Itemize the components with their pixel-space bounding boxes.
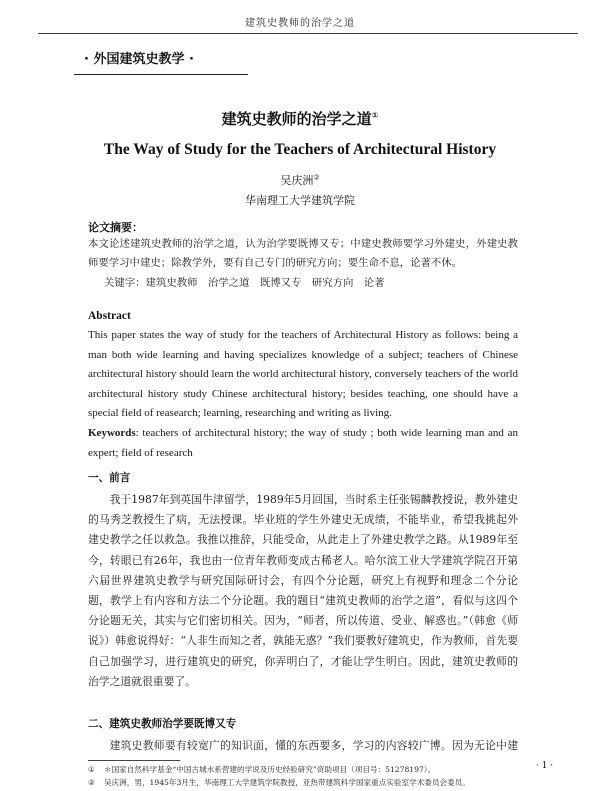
footnote-2-mark: ②: [88, 778, 95, 787]
section-tag: · 外国建筑史教学 ·: [84, 52, 194, 67]
abstract-en-label: Abstract: [88, 310, 131, 322]
title-chinese-text: 建筑史教师的治学之道: [221, 110, 372, 128]
title-chinese: [0, 108, 600, 129]
keywords-en: [88, 424, 518, 463]
author: [0, 172, 600, 188]
author-name: 吴庆洲: [280, 174, 314, 187]
section1-heading: 一、前言: [88, 472, 131, 484]
footnote-area: [0, 760, 600, 791]
footnote-rule: [88, 760, 180, 761]
title-english: The Way of Study for the Teachers of Architectural History: [103, 141, 497, 158]
abstract-cn-label: 论文摘要：: [88, 221, 143, 234]
running-header: 建筑史教师的治学之道: [245, 18, 355, 29]
abstract-cn-text: 本文论述建筑史教师的治学之道，认为治学要既博又专；中建史教师要学习外建史，外建史教师要学习中建史；除教学外，要有自己专门的研究方向；要生命不息，论著不休。: [88, 238, 518, 269]
affiliation: 华南理工大学建筑学院: [245, 194, 355, 207]
footnote-2: [88, 776, 528, 789]
section-tag-rule: [74, 74, 248, 75]
section2-heading: 二、建筑史教师治学要既博又专: [88, 718, 237, 730]
keywords-en-text: : teachers of architectural history; the way of study ; both wide learning man and an expert; field of research: [88, 427, 518, 459]
footnote-1: [88, 763, 528, 776]
keywords-en-label: Keywords: [88, 427, 136, 439]
footnote-2-text: 吴庆洲，男，1945年3月生，华南理工大学建筑学院教授，亚热带建筑科学国家重点实验室学术委员会委员。: [104, 778, 470, 787]
page-number: · 1 ·: [536, 761, 554, 771]
keywords-cn: 关键字：建筑史教师 治学之道 既博又专 研究方向 论著: [104, 277, 385, 289]
abstract-en-text: This paper states the way of study for the teachers of Architectural History as follows: being a man both wide learning and having specializes knowledge of a subject; teachers of Chinese architectural history should learn the world architectural history, conversely teachers of the world architectural history study Chinese architectural history; besides teaching, one should have a special field of reasearch; learning, researching and writing as living.: [88, 329, 518, 420]
footnote-1-text: ＊国家自然科学基金“中国古城水系营建的学说及历史经验研究”资助项目（项目号：51278197）。: [104, 765, 436, 774]
header-rule: [38, 33, 578, 34]
footnote-1-mark: ①: [88, 765, 95, 774]
title-footnote-mark[interactable]: ①: [371, 111, 379, 120]
section1-paragraph: 我于1987年到英国牛津留学，1989年5月回国，当时系主任张锡麟教授说，教外建史的马秀芝教授生了病，无法授课。毕业班的学生外建史无成绩，不能毕业，希望我挑起外建史教学之任以救急。我推以推辞，只能受命，从此走上了外建史教学之路。从1989年至今，转眼已有26年，我也由一位青年教师变成古稀老人。哈尔滨工业大学建筑学院召开第六届世界建筑史教学与研究国际研讨会，有四个分论题，研究上有视野和理念二个分论题，教学上有内容和方法二个分论题。我的题目“建筑史教师的治学之道”，看似与这四个分论题无关，其实与它们密切相关。因为，“师者，所以传道、受业、解惑也。”（韩愈《师说》）韩愈说得好：“人非生而知之者，孰能无惑？”我们要教好建筑史，作为教师，首先要自己加强学习，进行建筑史的研究，你弄明白了，才能让学生明白。因此，建筑史教师的治学之道就很重要了。: [88, 493, 518, 688]
section2-paragraph: 建筑史教师要有较宽广的知识面，懂的东西要多，学习的内容较广博。因为无论中建: [109, 739, 518, 752]
author-footnote-mark[interactable]: ②: [313, 173, 320, 182]
